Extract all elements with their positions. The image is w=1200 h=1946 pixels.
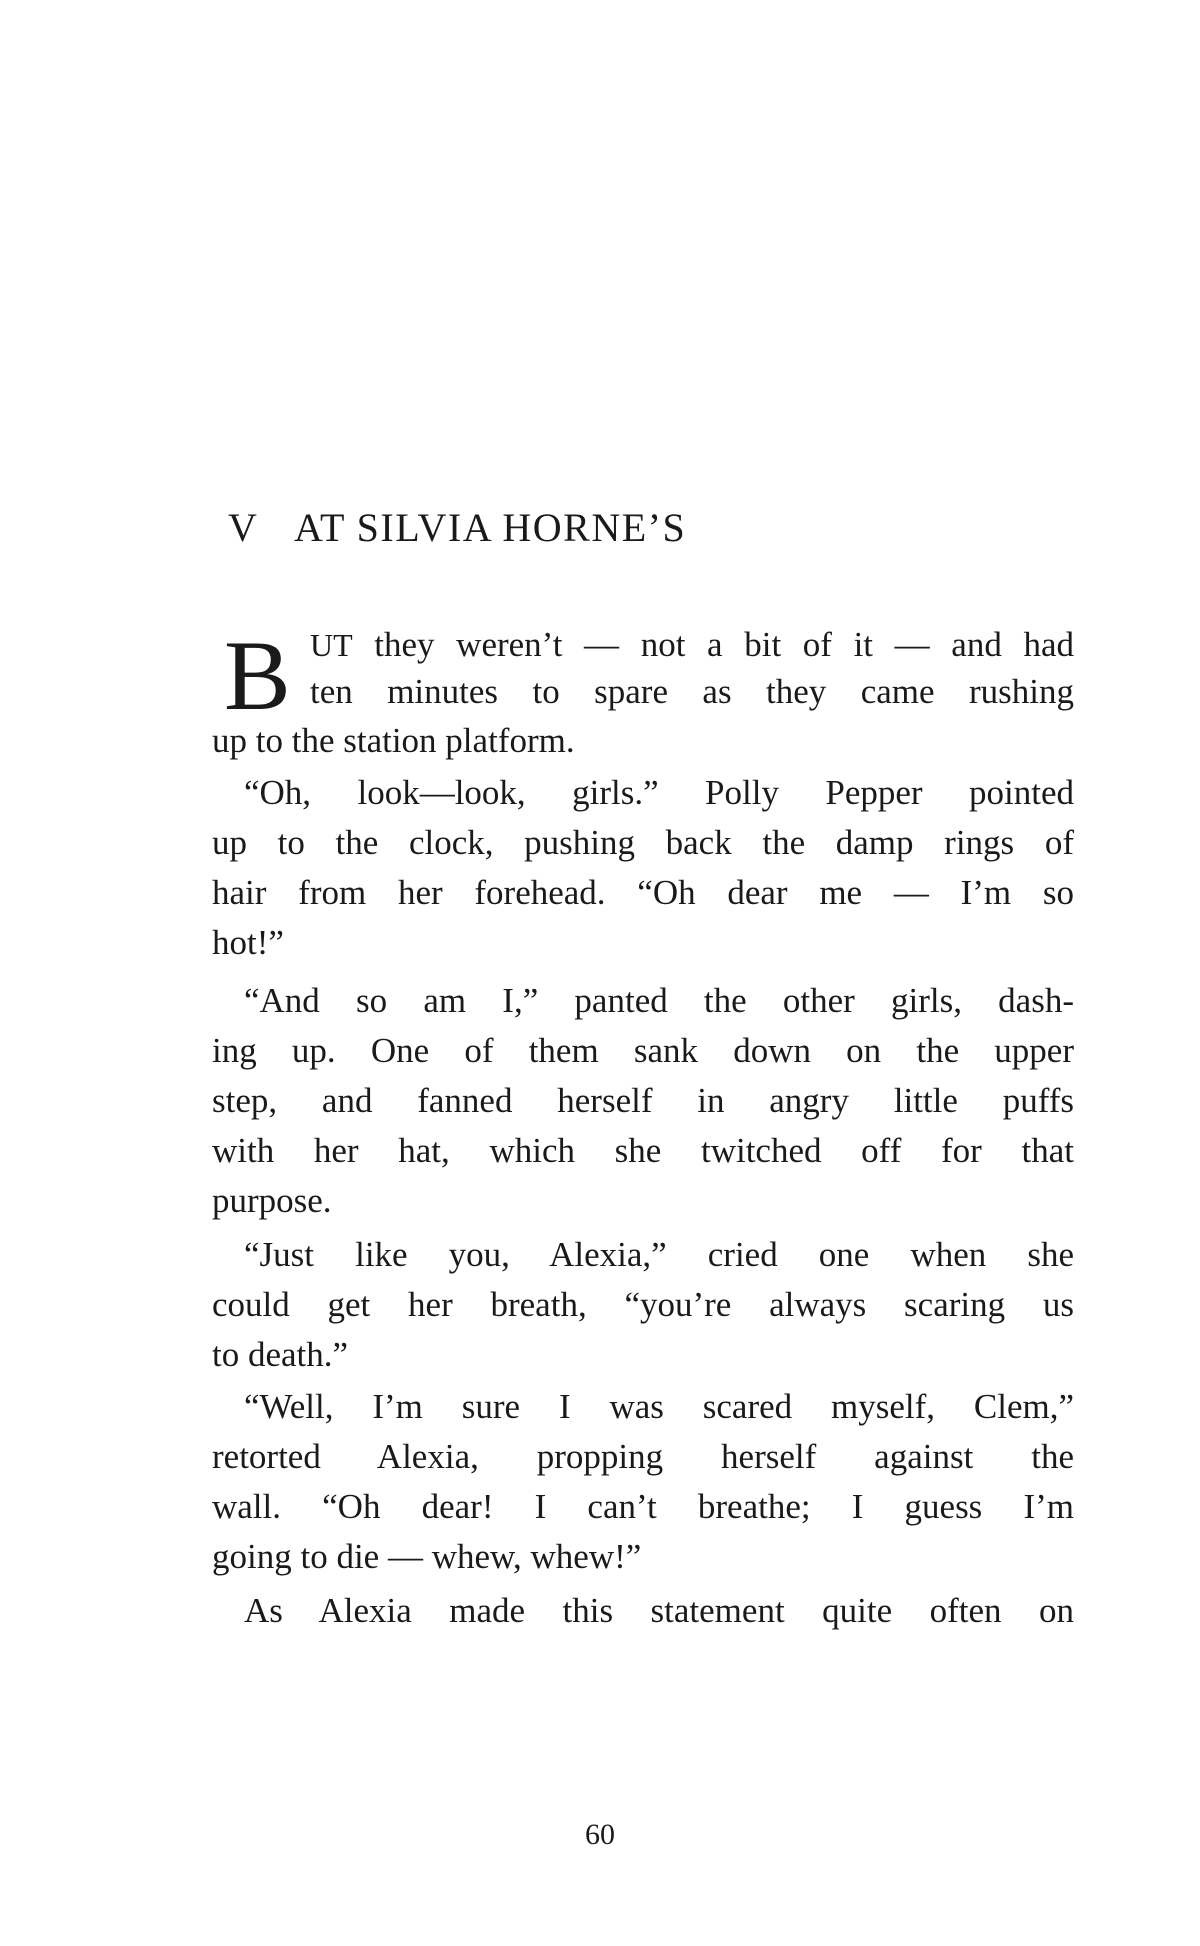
text-line: up to the station platform. bbox=[212, 721, 575, 760]
text-line: up to the clock, pushing back the damp rings of bbox=[212, 823, 1074, 862]
text-line: hot!” bbox=[212, 923, 284, 962]
chapter-heading bbox=[228, 505, 687, 550]
small-caps-word: UT bbox=[310, 627, 353, 663]
text-line: ing up. One of them sank down on the upper bbox=[212, 1031, 1074, 1070]
text-line: to death.” bbox=[212, 1335, 349, 1374]
text-line: As Alexia made this statement quite often on bbox=[244, 1591, 1074, 1630]
text-line: step, and fanned herself in angry little puffs bbox=[212, 1081, 1074, 1120]
text-line: “Just like you, Alexia,” cried one when she bbox=[244, 1235, 1074, 1274]
text-line: with her hat, which she twitched off for that bbox=[212, 1131, 1074, 1170]
chapter-title: AT SILVIA HORNE’S bbox=[294, 505, 687, 550]
text-line: “Well, I’m sure I was scared myself, Clem,” bbox=[244, 1387, 1074, 1426]
text-line: UT they weren’t — not a bit of it — and had bbox=[310, 625, 1074, 664]
text-line: ten minutes to spare as they came rushing bbox=[310, 672, 1074, 711]
text-line: wall. “Oh dear! I can’t breathe; I guess I’m bbox=[212, 1487, 1074, 1526]
page-number: 60 bbox=[585, 1818, 615, 1851]
drop-cap: B bbox=[224, 620, 291, 731]
text-line: purpose. bbox=[212, 1181, 332, 1220]
text-line: could get her breath, “you’re always scaring us bbox=[212, 1285, 1074, 1324]
text-line: “And so am I,” panted the other girls, dash- bbox=[244, 981, 1074, 1020]
text-line: going to die — whew, whew!” bbox=[212, 1537, 642, 1576]
chapter-number: V bbox=[228, 505, 259, 550]
text-line: hair from her forehead. “Oh dear me — I’m so bbox=[212, 873, 1074, 912]
text-line: retorted Alexia, propping herself against the bbox=[212, 1437, 1074, 1476]
text-line: “Oh, look—look, girls.” Polly Pepper pointed bbox=[244, 773, 1074, 812]
